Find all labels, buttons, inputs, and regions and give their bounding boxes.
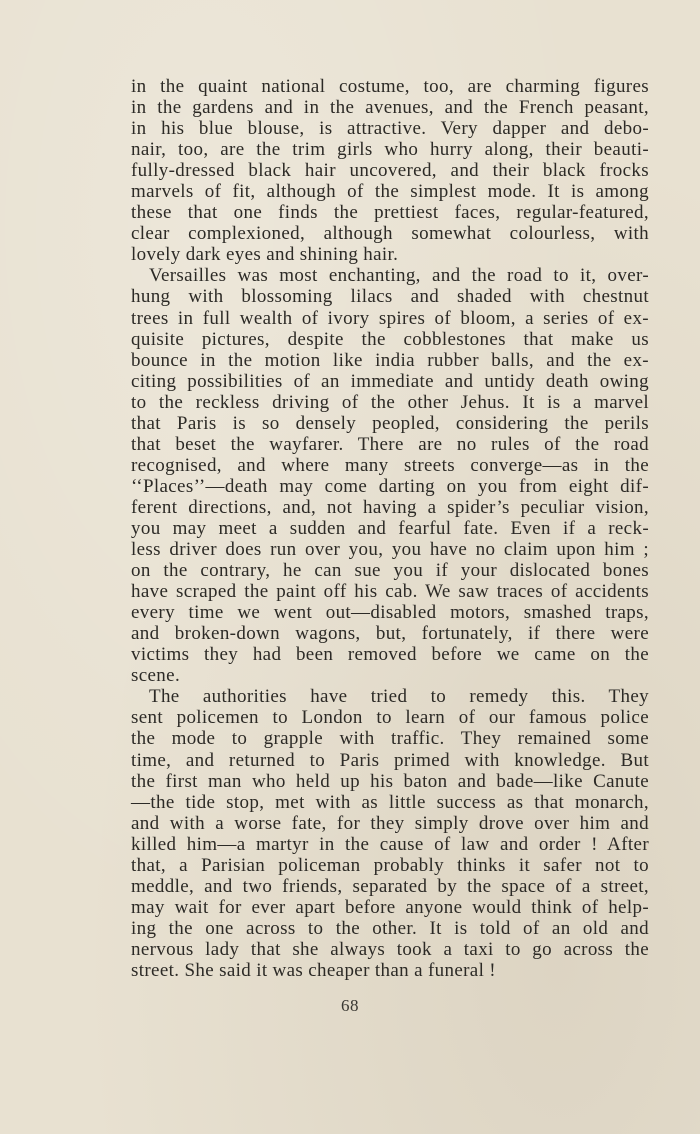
text-line: trees in full wealth of ivory spires of bloom, a series of ex- — [131, 307, 649, 329]
text-line: fully-dressed black hair uncovered, and their black frocks — [131, 160, 649, 182]
text-line: less driver does run over you, you have no claim upon him ; — [131, 539, 649, 561]
text-line: nervous lady that she always took a taxi to go across the — [131, 938, 649, 960]
text-line: victims they had been removed before we came on the — [131, 644, 649, 666]
text-line: and broken-down wagons, but, fortunately, if there were — [131, 623, 649, 645]
text-line: ferent directions, and, not having a spider’s peculiar vision, — [131, 496, 649, 518]
text-line: in the gardens and in the avenues, and the French peasant, — [131, 97, 649, 119]
text-line: ‘‘Places’’—death may come darting on you from eight dif- — [131, 475, 649, 497]
text-line: bounce in the motion like india rubber balls, and the ex- — [131, 349, 649, 371]
text-line: that Paris is so densely peopled, considering the perils — [131, 412, 649, 434]
text-line: that beset the wayfarer. There are no rules of the road — [131, 433, 649, 455]
text-line: scene. — [131, 665, 181, 687]
text-line: on the contrary, he can sue you if your dislocated bones — [131, 560, 649, 582]
text-line: in his blue blouse, is attractive. Very dapper and debo- — [131, 118, 649, 140]
text-line: lovely dark eyes and shining hair. — [131, 244, 399, 266]
text-line: The authorities have tried to remedy this. They — [149, 686, 649, 708]
text-line: quisite pictures, despite the cobblestones that make us — [131, 328, 649, 350]
text-line: time, and returned to Paris primed with knowledge. But — [131, 749, 649, 771]
text-line: that, a Parisian policeman probably thinks it safer not to — [131, 854, 649, 876]
text-line: sent policemen to London to learn of our famous police — [131, 707, 649, 729]
paragraph-3 — [131, 686, 649, 981]
text-line: —the tide stop, met with as little success as that monarch, — [131, 791, 649, 813]
text-line: you may meet a sudden and fearful fate. Even if a reck- — [131, 517, 649, 539]
text-line: citing possibilities of an immediate and untidy death owing — [131, 370, 649, 392]
text-line: meddle, and two friends, separated by the space of a street, — [131, 875, 649, 897]
page-number: 68 — [341, 996, 359, 1015]
text-line: and with a worse fate, for they simply drove over him and — [131, 812, 649, 834]
text-line: ing the one across to the other. It is told of an old and — [131, 917, 649, 939]
text-line: clear complexioned, although somewhat colourless, with — [131, 223, 649, 245]
text-line: these that one finds the prettiest faces, regular-featured, — [131, 202, 649, 224]
text-line: street. She said it was cheaper than a funeral ! — [131, 959, 496, 981]
paragraph-1 — [131, 76, 649, 265]
paragraph-2 — [131, 265, 649, 686]
text-line: Versailles was most enchanting, and the road to it, over- — [149, 265, 649, 287]
text-line: have scraped the paint off his cab. We saw traces of accidents — [131, 581, 649, 603]
text-line: to the reckless driving of the other Jehus. It is a marvel — [131, 391, 649, 413]
body-text — [131, 76, 649, 981]
text-line: hung with blossoming lilacs and shaded with chestnut — [131, 286, 649, 308]
text-line: every time we went out—disabled motors, smashed traps, — [131, 602, 649, 624]
text-line: marvels of fit, although of the simplest mode. It is among — [131, 181, 649, 203]
text-line: in the quaint national costume, too, are charming figures — [131, 76, 649, 97]
text-line: nair, too, are the trim girls who hurry along, their beauti- — [131, 139, 649, 161]
text-line: recognised, and where many streets converge—as in the — [131, 454, 649, 476]
text-line: killed him—a martyr in the cause of law and order ! After — [131, 833, 649, 855]
text-line: the mode to grapple with traffic. They remained some — [131, 728, 649, 750]
text-line: the first man who held up his baton and bade—like Canute — [131, 770, 649, 792]
text-line: may wait for ever apart before anyone would think of help- — [131, 896, 649, 918]
